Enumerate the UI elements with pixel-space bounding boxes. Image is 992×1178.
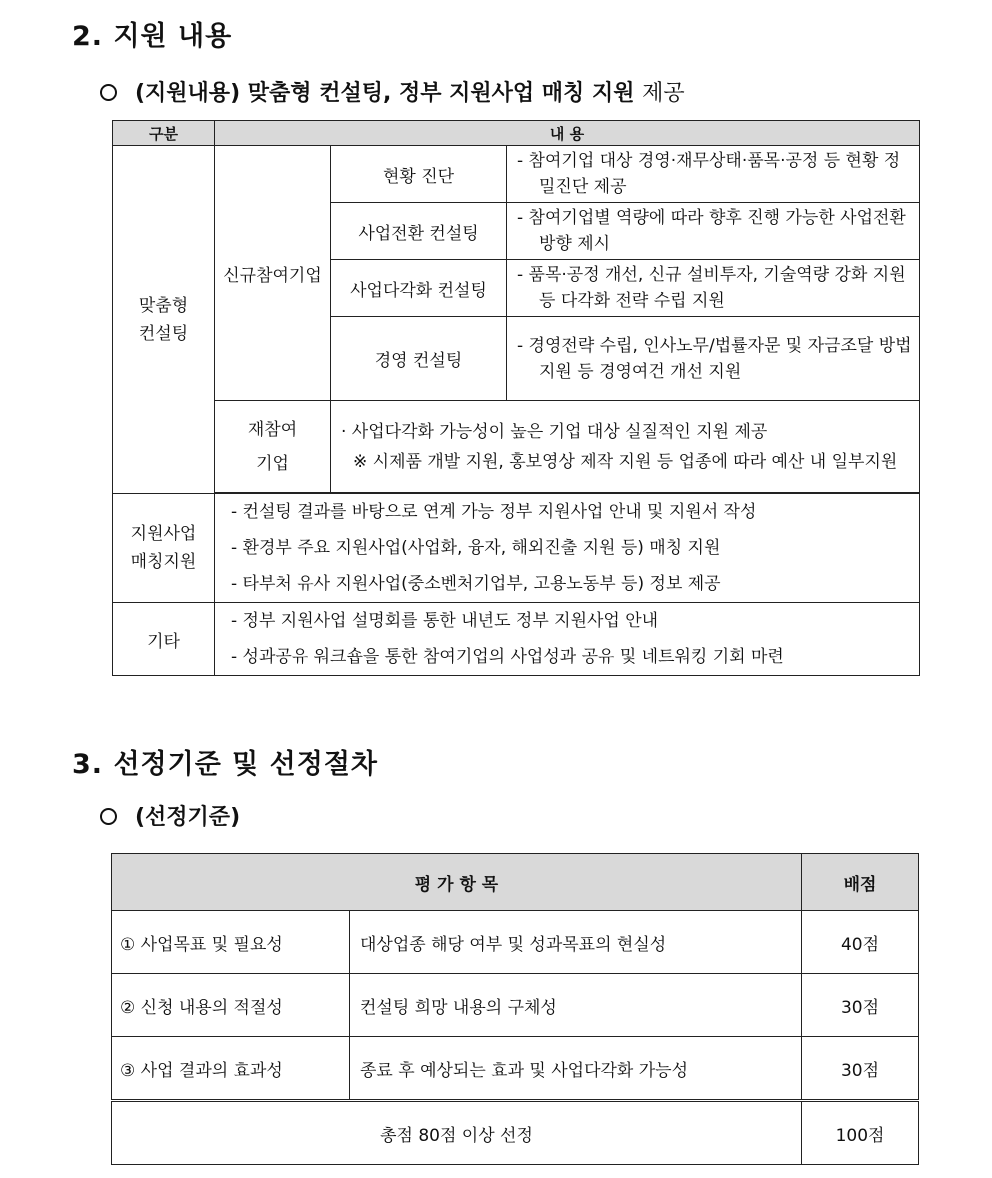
group-etc: 기타 xyxy=(113,603,215,676)
total-score: 100점 xyxy=(802,1101,919,1165)
section2-subheading: (지원내용) 맞춤형 컨설팅, 정부 지원사업 매칭 지원 제공 xyxy=(100,76,685,107)
re-participant-content xyxy=(331,401,920,493)
re-participant-line1: · 사업다각화 가능성이 높은 기업 대상 실질적인 지원 제공 xyxy=(341,421,768,442)
consulting-item: 사업전환 컨설팅 xyxy=(331,203,507,260)
list-item: - 성과공유 워크숍을 통한 참여기업의 사업성과 공유 및 네트워킹 기회 마련 xyxy=(231,647,784,667)
re-participant-note: ※ 시제품 개발 지원, 홍보영상 제작 지원 등 업종에 따라 예산 내 일부지원 xyxy=(353,451,898,472)
etc-items xyxy=(215,603,920,676)
total-row xyxy=(112,1101,919,1165)
matching-items xyxy=(215,494,920,603)
detail-cell: 컨설팅 희망 내용의 구체성 xyxy=(350,974,802,1037)
consulting-item: 사업다각화 컨설팅 xyxy=(331,260,507,317)
total-label: 총점 80점 이상 선정 xyxy=(112,1101,802,1165)
header-category: 구분 xyxy=(113,121,215,146)
score-cell: 30점 xyxy=(802,1037,919,1101)
re-participant-label: 재참여 기업 xyxy=(215,401,331,493)
consulting-item: 현황 진단 xyxy=(331,146,507,203)
section3-subheading: (선정기준) xyxy=(100,800,240,831)
consulting-desc: - 참여기업 대상 경영·재무상태·품목·공정 등 현황 정밀진단 제공 xyxy=(517,151,901,197)
table-row xyxy=(112,1037,919,1101)
list-item: - 컨설팅 결과를 바탕으로 연계 가능 정부 지원사업 안내 및 지원서 작성 xyxy=(231,502,757,522)
criterion-cell: ② 신청 내용의 적절성 xyxy=(112,974,350,1037)
list-item: - 정부 지원사업 설명회를 통한 내년도 정부 지원사업 안내 xyxy=(231,611,659,631)
group-matching-support: 지원사업 매칭지원 xyxy=(113,494,215,603)
detail-cell: 종료 후 예상되는 효과 및 사업다각화 가능성 xyxy=(350,1037,802,1101)
new-participant-label: 신규참여기업 xyxy=(215,146,331,401)
consulting-desc: - 경영전략 수립, 인사노무/법률자문 및 자금조달 방법 지원 등 경영여건 개선 지원 xyxy=(517,335,912,382)
consulting-desc: - 참여기업별 역량에 따라 향후 진행 가능한 사업전환 방향 제시 xyxy=(517,208,906,254)
detail-cell: 대상업종 해당 여부 및 성과목표의 현실성 xyxy=(350,911,802,974)
header-content: 내 용 xyxy=(215,121,920,146)
table-row xyxy=(112,974,919,1037)
score-cell: 30점 xyxy=(802,974,919,1037)
group-custom-consulting: 맞춤형 컨설팅 xyxy=(113,146,215,494)
list-item: - 환경부 주요 지원사업(사업화, 융자, 해외진출 지원 등) 매칭 지원 xyxy=(231,538,721,558)
table-row xyxy=(112,911,919,974)
section3-heading: 3. 선정기준 및 선정절차 xyxy=(72,749,378,780)
criterion-cell: ① 사업목표 및 필요성 xyxy=(112,911,350,974)
score-cell: 40점 xyxy=(802,911,919,974)
list-item: - 타부처 유사 지원사업(중소벤처기업부, 고용노동부 등) 정보 제공 xyxy=(231,574,721,594)
circle-bullet-icon xyxy=(100,808,117,825)
criterion-cell: ③ 사업 결과의 효과성 xyxy=(112,1037,350,1101)
header-evaluation-items: 평 가 항 목 xyxy=(112,854,802,911)
selection-criteria-table xyxy=(111,853,919,1165)
support-content-table xyxy=(112,120,920,676)
circle-bullet-icon xyxy=(100,84,117,101)
consulting-desc: - 품목·공정 개선, 신규 설비투자, 기술역량 강화 지원 등 다각화 전략 수립 지원 xyxy=(517,265,906,311)
consulting-item: 경영 컨설팅 xyxy=(331,317,507,401)
section2-heading: 2. 지원 내용 xyxy=(72,21,233,52)
header-score: 배점 xyxy=(802,854,919,911)
